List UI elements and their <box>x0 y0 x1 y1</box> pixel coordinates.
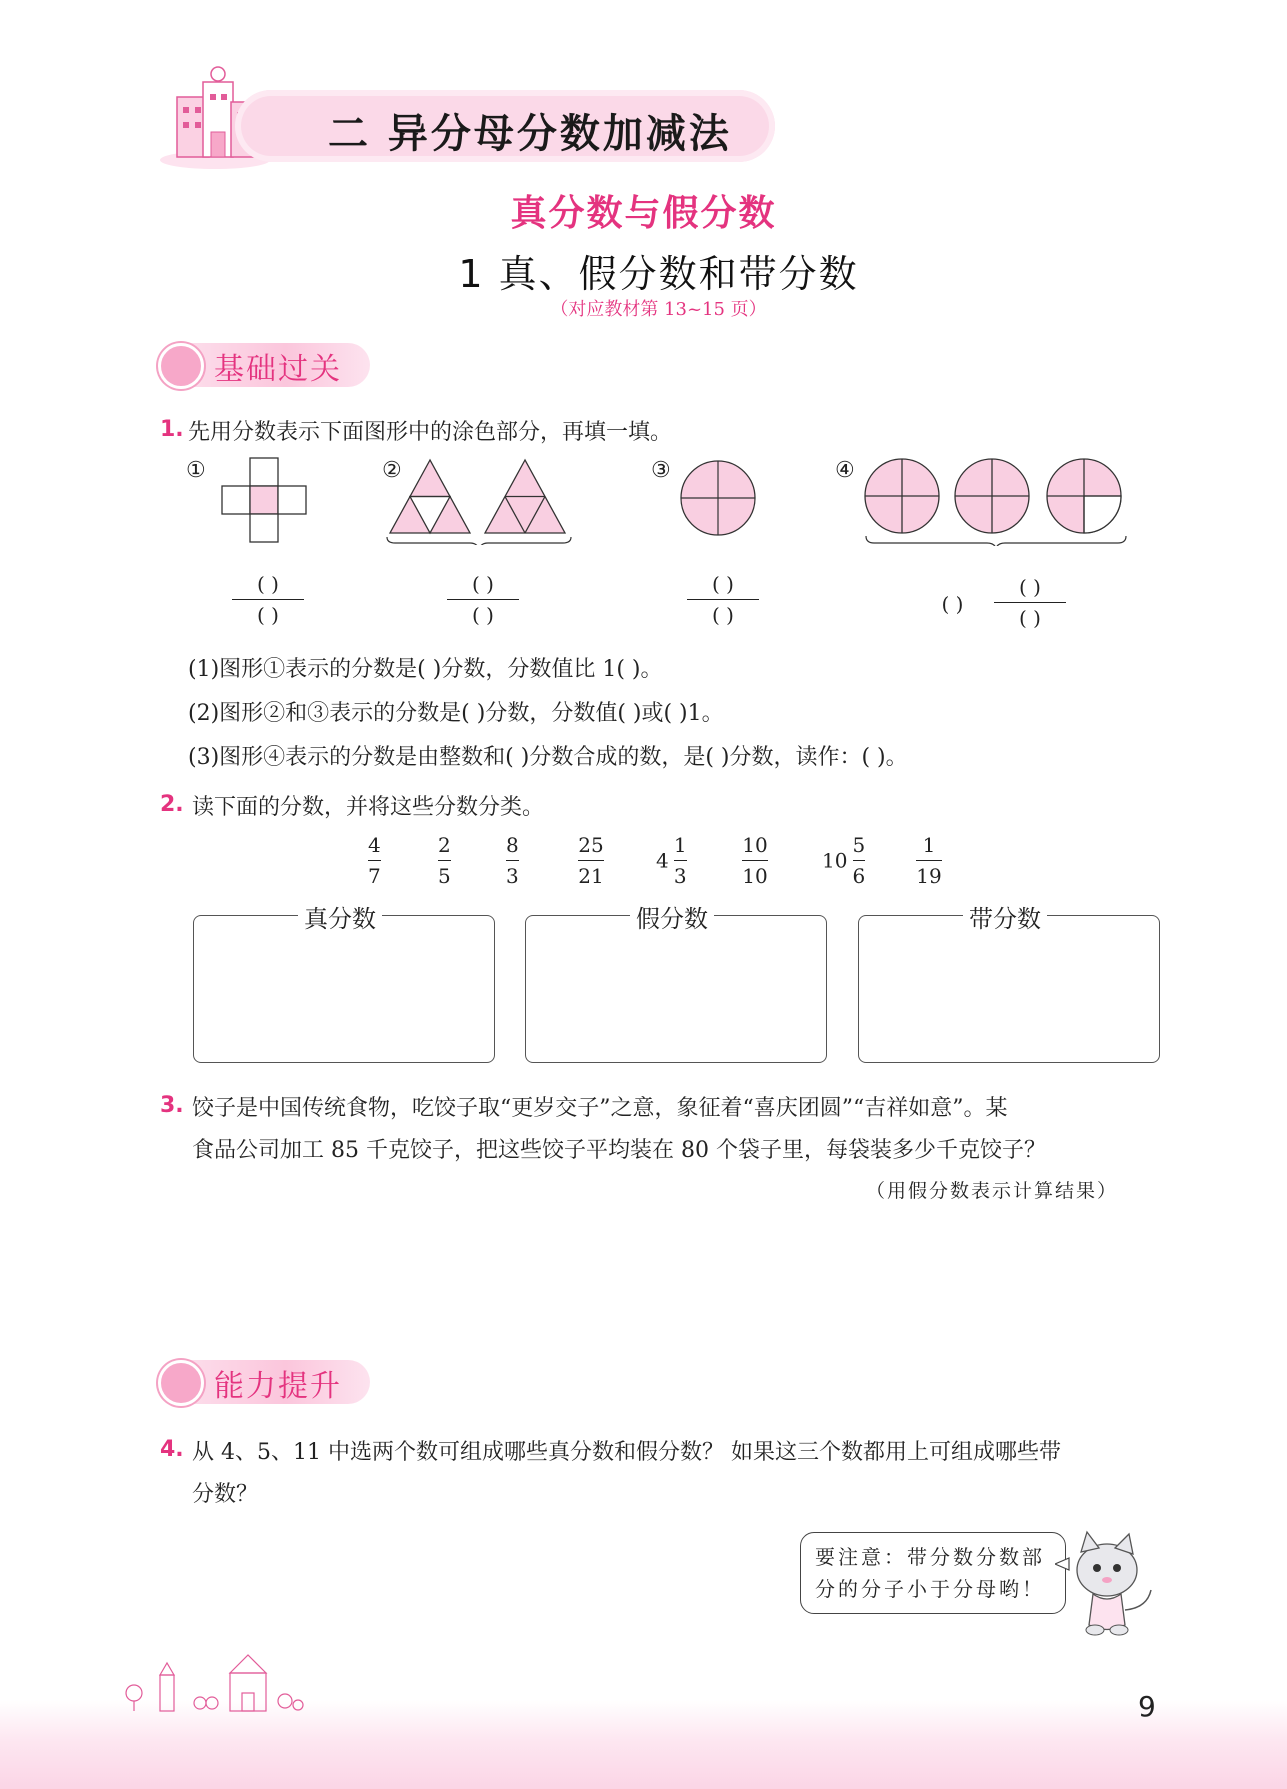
q1-subquestion-1: (1)图形①表示的分数是( )分数，分数值比 1( )。 <box>188 657 663 682</box>
fraction-item: 4 $\frac{1}{3}$ <box>656 833 687 888</box>
q3-line-2: 食品公司加工 85 千克饺子，把这些饺子平均装在 80 个袋子里，每袋装多少千克饺子？ <box>192 1138 1046 1163</box>
q2-text: 读下面的分数，并将这些分数分类。 <box>192 795 545 820</box>
mixed-number-label: 带分数 <box>963 899 1047 934</box>
q3-number: 3. <box>160 1093 184 1118</box>
tip-line-2: 分的分子小于分母哟！ <box>815 1577 1045 1601</box>
proper-fraction-box[interactable] <box>193 915 495 1063</box>
answer-fraction-3[interactable]: ( ) ( ) <box>683 572 763 627</box>
figure-2-triangles <box>385 455 585 549</box>
cat-mascot-icon <box>1055 1530 1165 1644</box>
tip-line-1: 要注意：带分数分数部 <box>815 1545 1045 1569</box>
advanced-section-label: 能力提升 <box>214 1369 342 1404</box>
figure-4-circles <box>862 456 1130 550</box>
answer-whole-4[interactable]: ( ) <box>941 592 964 616</box>
q4-line-1: 从 4、5、11 中选两个数可组成哪些真分数和假分数？ 如果这三个数都用上可组成哪些带 <box>192 1440 1061 1465</box>
figure-label-3: ③ <box>651 458 671 483</box>
q2-number: 2. <box>160 792 184 817</box>
fraction-item: $\frac{4}{7}$ <box>368 833 381 888</box>
globe-icon <box>158 343 204 389</box>
q1-number: 1. <box>160 417 184 442</box>
answer-fraction-1[interactable]: ( ) ( ) <box>228 572 308 627</box>
q2-fraction-list <box>368 832 968 894</box>
fraction-item: $\frac{25}{21}$ <box>578 833 604 888</box>
figure-label-2: ② <box>382 458 402 483</box>
figure-3-circle <box>678 458 758 542</box>
q3-line-1: 饺子是中国传统食物，吃饺子取“更岁交子”之意，象征着“喜庆团圆”“吉祥如意”。某 <box>192 1096 1008 1121</box>
page-number: 9 <box>1138 1690 1156 1723</box>
q1-subquestion-3: (3)图形④表示的分数是由整数和( )分数合成的数，是( )分数，读作：( )。 <box>188 745 908 770</box>
q1-text: 先用分数表示下面图形中的涂色部分，再填一填。 <box>188 420 673 445</box>
q3-note: （用假分数表示计算结果） <box>866 1180 1119 1202</box>
footer-town-illustration <box>120 1645 320 1719</box>
fraction-item: 10 $\frac{5}{6}$ <box>822 833 866 888</box>
basic-section-label: 基础过关 <box>214 352 342 387</box>
proper-fraction-label: 真分数 <box>298 899 382 934</box>
fraction-item: $\frac{2}{5}$ <box>438 833 451 888</box>
answer-fraction-4[interactable]: ( ) ( ) <box>990 575 1070 630</box>
tip-bubble <box>800 1532 1066 1614</box>
fraction-item: $\frac{8}{3}$ <box>506 833 519 888</box>
figure-label-1: ① <box>186 458 206 483</box>
improper-fraction-box[interactable] <box>525 915 827 1063</box>
q4-line-2: 分数？ <box>192 1482 259 1507</box>
figure-label-4: ④ <box>835 458 855 483</box>
fraction-item: $\frac{1}{19}$ <box>916 833 942 888</box>
chapter-title: 二 异分母分数加减法 <box>328 111 732 157</box>
lesson-title: 1 真、假分数和带分数 <box>458 252 859 296</box>
q4-number: 4. <box>160 1437 184 1462</box>
trophy-icon <box>158 1360 204 1406</box>
lesson-reference: （对应教材第 13~15 页） <box>550 299 767 320</box>
answer-fraction-2[interactable]: ( ) ( ) <box>443 572 523 627</box>
section-title: 真分数与假分数 <box>510 193 777 234</box>
fraction-item: $\frac{10}{10}$ <box>742 833 768 888</box>
q1-subquestion-2: (2)图形②和③表示的分数是( )分数，分数值( )或( )1。 <box>188 701 724 726</box>
improper-fraction-label: 假分数 <box>630 899 714 934</box>
mixed-number-box[interactable] <box>858 915 1160 1063</box>
figure-1-cross <box>220 456 310 550</box>
